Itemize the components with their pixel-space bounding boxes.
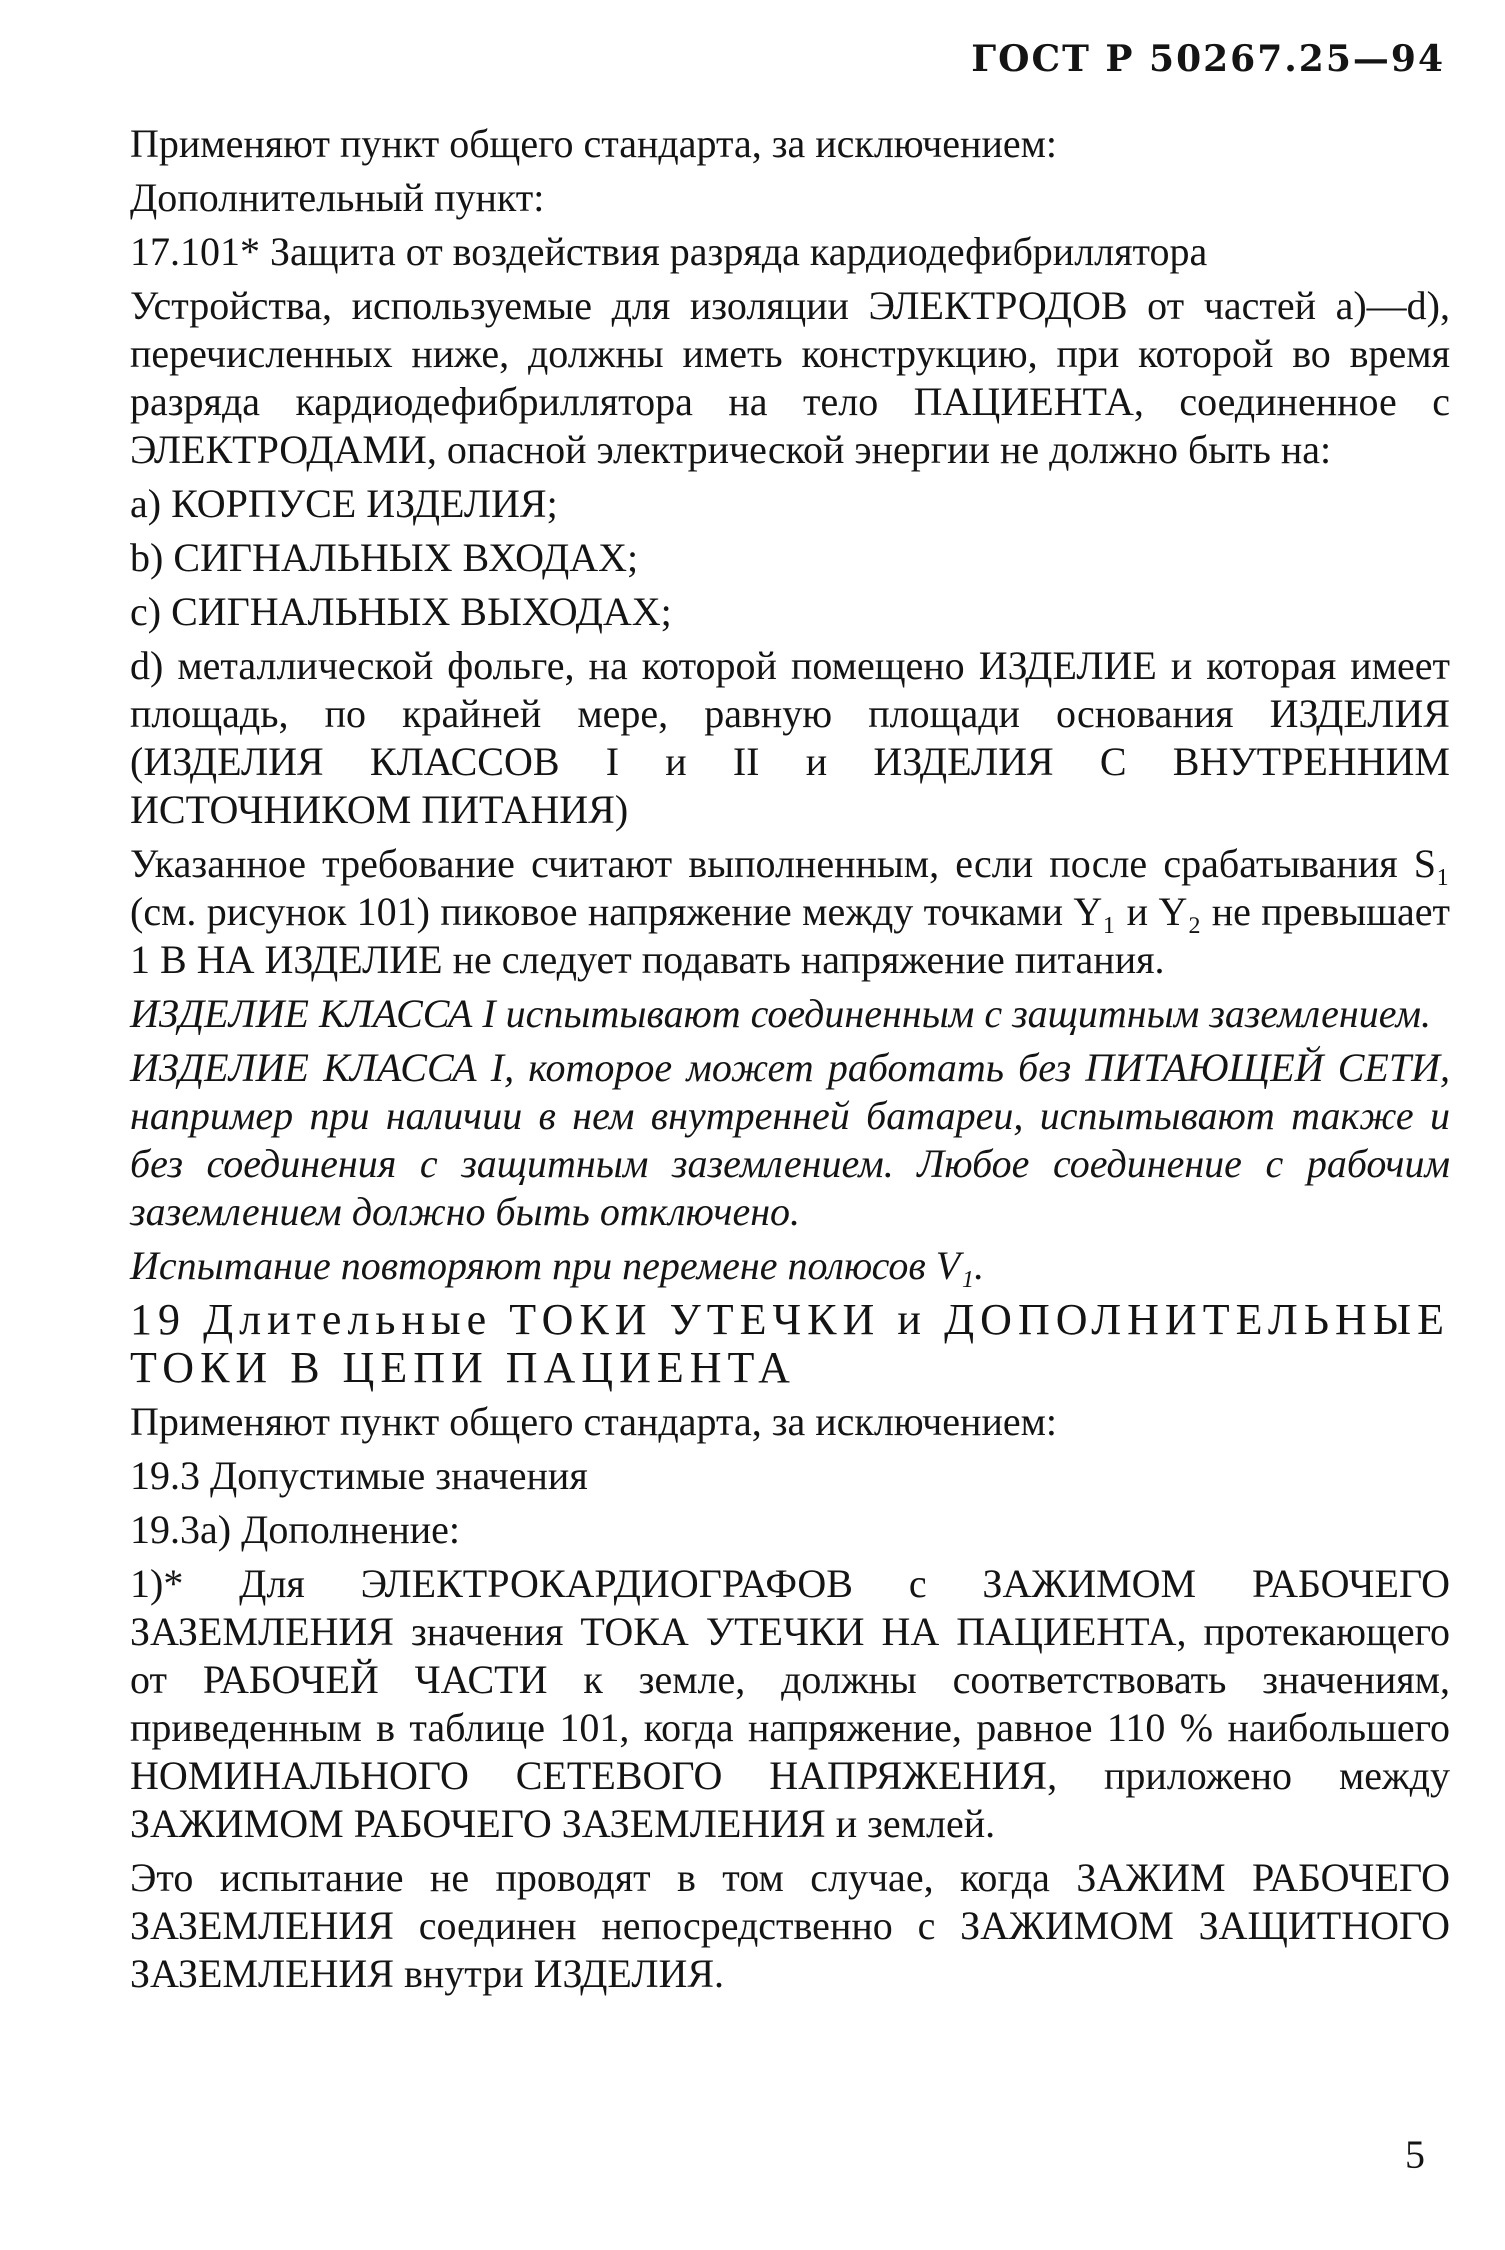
italic-paragraph: ИЗДЕЛИЕ КЛАССА I, которое может работать без ПИТАЮЩЕЙ СЕТИ, например при наличии в нем внутренней батареи, испытывают также и без соединения с защитным заземлением. Любое соединение с рабочим заземлением должно быть отключено. bbox=[130, 1045, 1450, 1234]
paragraph: Применяют пункт общего стандарта, за исключением: bbox=[130, 121, 1058, 166]
list-item: b) СИГНАЛЬНЫХ ВХОДАХ; bbox=[130, 535, 639, 580]
document-header: ГОСТ Р 50267.25—94 bbox=[971, 38, 1445, 80]
paragraph: Указанное требование считают выполненным, если после срабатывания S₁ (см. рисунок 101) пиковое напряжение между точками Y₁ и Y₂ не превышает 1 В НА ИЗДЕЛИЕ не следует подавать напряжение питания. bbox=[130, 841, 1450, 982]
list-item: a) КОРПУСЕ ИЗДЕЛИЯ; bbox=[130, 481, 558, 526]
subclause-title: 19.3а) Дополнение: bbox=[130, 1507, 461, 1552]
paragraph: 1)* Для ЭЛЕКТРОКАРДИОГРАФОВ с ЗАЖИМОМ РАБОЧЕГО ЗАЗЕМЛЕНИЯ значения ТОКА УТЕЧКИ НА ПАЦИЕНТА, протекающего от РАБОЧЕЙ ЧАСТИ к земле, должны соответствовать значениям, приведенным в таблице 101, когда напряжение, равное 110 % наибольшего НОМИНАЛЬНОГО СЕТЕВОГО НАПРЯЖЕНИЯ, приложено между ЗАЖИМОМ РАБОЧЕГО ЗАЗЕМЛЕНИЯ и землей. bbox=[130, 1561, 1450, 1846]
list-item: d) металлической фольге, на которой помещено ИЗДЕЛИЕ и которая имеет площадь, по крайней мере, равную площади основания ИЗДЕЛИЯ (ИЗДЕЛИЯ КЛАССОВ I и II и ИЗДЕЛИЯ С ВНУТРЕННИМ ИСТОЧНИКОМ ПИТАНИЯ) bbox=[130, 643, 1450, 832]
document-body bbox=[130, 120, 1450, 2004]
clause-title: 17.101* Защита от воздействия разряда кардиодефибриллятора bbox=[130, 229, 1208, 274]
italic-paragraph: ИЗДЕЛИЕ КЛАССА I испытывают соединенным с защитным заземлением. bbox=[130, 991, 1432, 1036]
paragraph: Применяют пункт общего стандарта, за исключением: bbox=[130, 1399, 1058, 1444]
paragraph: Это испытание не проводят в том случае, когда ЗАЖИМ РАБОЧЕГО ЗАЗЕМЛЕНИЯ соединен непосредственно с ЗАЖИМОМ ЗАЩИТНОГО ЗАЗЕМЛЕНИЯ внутри ИЗДЕЛИЯ. bbox=[130, 1855, 1450, 1996]
page-number: 5 bbox=[1405, 2132, 1425, 2177]
section-heading: 19 Длительные ТОКИ УТЕЧКИ и ДОПОЛНИТЕЛЬНЫЕ ТОКИ В ЦЕПИ ПАЦИЕНТА bbox=[130, 1295, 1450, 1392]
subclause-title: 19.3 Допустимые значения bbox=[130, 1453, 588, 1498]
paragraph: Дополнительный пункт: bbox=[130, 175, 545, 220]
paragraph: Устройства, используемые для изоляции ЭЛЕКТРОДОВ от частей a)—d), перечисленных ниже, должны иметь конструкцию, при которой во время разряда кардиодефибриллятора на тело ПАЦИЕНТА, соединенное с ЭЛЕКТРОДАМИ, опасной электрической энергии не должно быть на: bbox=[130, 283, 1450, 472]
list-item: c) СИГНАЛЬНЫХ ВЫХОДАХ; bbox=[130, 589, 672, 634]
italic-paragraph: Испытание повторяют при перемене полюсов V₁. bbox=[130, 1243, 985, 1288]
